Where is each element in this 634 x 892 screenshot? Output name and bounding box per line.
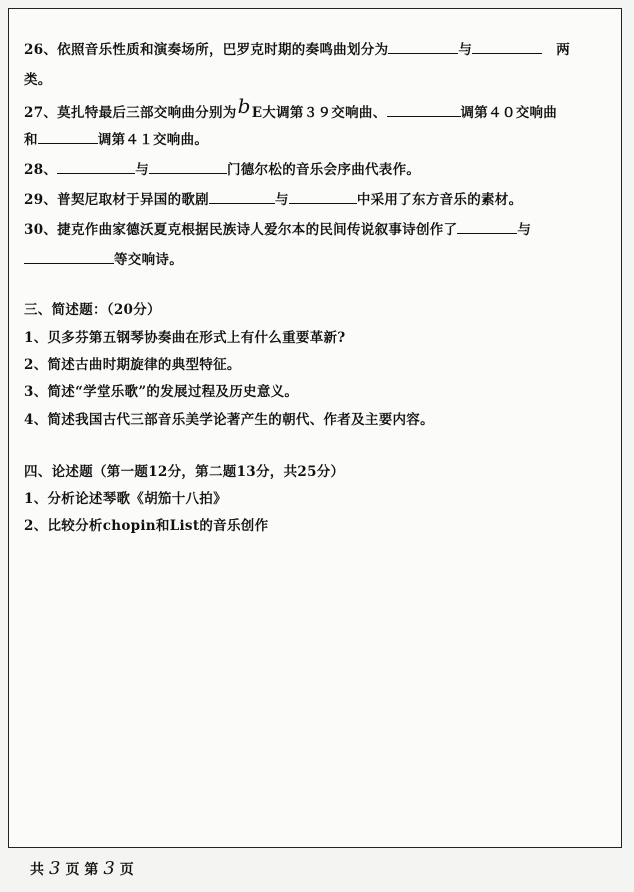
q26-blank-2 <box>472 41 542 54</box>
q27-key: E大调第３９交响曲、 <box>251 105 387 121</box>
page-footer <box>30 858 134 879</box>
section-4-item-1: 1、分析论述琴歌《胡笳十八拍》 <box>24 491 227 507</box>
section-3-item-2: 2、简述古曲时期旋律的典型特征。 <box>24 357 241 373</box>
q29-end: 中采用了东方音乐的素材。 <box>356 192 523 208</box>
footer-page-number: 3 <box>103 858 115 879</box>
footer-total-prefix: 共 <box>30 862 44 878</box>
question-26 <box>24 38 570 58</box>
q28-num: 28、 <box>24 162 58 178</box>
footer-page-suffix: 页 <box>119 862 134 878</box>
section-4-title: 四、论述题（第一题12分，第二题13分，共25分） <box>24 464 345 480</box>
q29-blank-1 <box>209 191 275 204</box>
q30-and: 与 <box>517 222 532 238</box>
q27-and: 和 <box>24 132 38 148</box>
question-30-cont <box>24 248 183 268</box>
q26-and: 与 <box>458 42 473 58</box>
q27-mid: 调第４０交响曲 <box>460 105 558 121</box>
flat-sign: b <box>237 94 251 118</box>
section-3-item-4: 4、简述我国古代三部音乐美学论著产生的朝代、作者及主要内容。 <box>24 412 434 428</box>
q26-text: 26、依照音乐性质和演奏场所，巴罗克时期的奏鸣曲划分为 <box>24 42 389 58</box>
question-29 <box>24 188 522 208</box>
q26-blank-1 <box>388 41 458 54</box>
question-27 <box>24 94 558 122</box>
q26-tail: 两 <box>556 42 571 58</box>
q29-blank-2 <box>289 191 357 204</box>
footer-total-pages: 3 <box>49 858 61 879</box>
q29-text: 29、普契尼取材于异国的歌剧 <box>24 192 209 208</box>
question-27-cont <box>24 128 208 148</box>
q27-end: 调第４１交响曲。 <box>97 132 209 148</box>
q28-and: 与 <box>135 162 149 178</box>
q28-blank-2 <box>149 161 227 174</box>
q28-end: 门德尔松的音乐会序曲代表作。 <box>227 162 421 178</box>
section-3-item-3: 3、简述“学堂乐歌”的发展过程及历史意义。 <box>24 384 299 400</box>
q27-blank-2 <box>38 131 98 144</box>
q30-blank-1 <box>457 221 517 234</box>
q27-blank-1 <box>387 104 461 117</box>
section-3-item-1: 1、贝多芬第五钢琴协奏曲在形式上有什么重要革新? <box>24 330 346 346</box>
question-28 <box>24 158 420 178</box>
q30-end: 等交响诗。 <box>114 252 183 268</box>
footer-page-label: 页 第 <box>65 862 99 878</box>
q29-and: 与 <box>275 192 289 208</box>
question-30 <box>24 218 531 238</box>
section-4-item-2: 2、比较分析chopin和List的音乐创作 <box>24 518 269 534</box>
question-26-cont: 类。 <box>24 72 52 88</box>
section-3-title: 三、简述题：（20分） <box>24 302 161 318</box>
q28-blank-1 <box>57 161 135 174</box>
q27-text: 27、莫扎特最后三部交响曲分别为 <box>24 105 237 121</box>
q30-blank-2 <box>24 251 114 264</box>
q30-text: 30、捷克作曲家德沃夏克根据民族诗人爱尔本的民间传说叙事诗创作了 <box>24 222 458 238</box>
